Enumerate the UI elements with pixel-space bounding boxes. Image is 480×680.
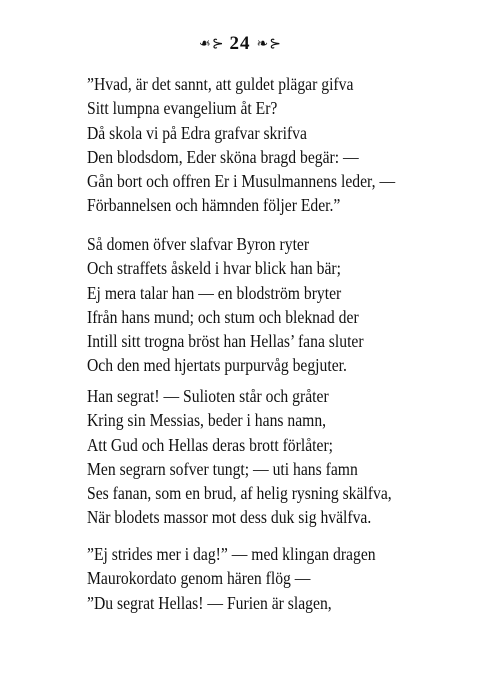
- verse-line: Ses fanan, som en brud, af helig rysning skälfva,: [87, 483, 392, 504]
- stanza-4: [87, 542, 408, 615]
- stanza-2: [87, 232, 394, 378]
- verse-line: ”Du segrat Hellas! — Furien är slagen,: [87, 592, 332, 613]
- verse-line: När blodets massor mot dess duk sig hvälfva.: [87, 507, 372, 528]
- verse-line: Och straffets åskeld i hvar blick han bär;: [87, 258, 341, 279]
- verse-line: Sitt lumpna evangelium åt Er?: [87, 98, 278, 119]
- verse-line: Ej mera talar han — en blodström bryter: [87, 282, 342, 303]
- verse-line: Att Gud och Hellas deras brott förlåter;: [87, 434, 334, 455]
- verse-line: Då skola vi på Edra grafvar skrifva: [87, 122, 307, 143]
- verse-line: Och den med hjertats purpurvåg begjuter.: [87, 355, 347, 376]
- verse-line: Gån bort och offren Er i Musulmannens leder, —: [87, 171, 396, 192]
- page-number: 24: [229, 33, 251, 54]
- verse-line: Han segrat! — Sulioten står och gråter: [87, 386, 329, 406]
- verse-line: Förbannelsen och hämnden följer Eder.”: [87, 195, 341, 216]
- left-ornament-icon: ⊰❧: [198, 37, 224, 53]
- right-ornament-icon: ❧⊱: [256, 37, 282, 53]
- verse-line: Ifrån hans mund; och stum och bleknad der: [87, 306, 359, 327]
- stanza-1: [87, 72, 429, 218]
- verse-line: Men segrarn sofver tungt; — uti hans famn: [87, 458, 358, 479]
- verse-line: ”Hvad, är det sannt, att guldet plägar gifva: [87, 74, 354, 94]
- verse-line: Den blodsdom, Eder sköna bragd begär: —: [87, 146, 359, 167]
- verse-line: Intill sitt trogna bröst han Hellas’ fana sluter: [87, 331, 364, 352]
- stanza-3: [87, 384, 426, 530]
- verse-line: Maurokordato genom hären flög —: [87, 568, 311, 589]
- verse-line: Så domen öfver slafvar Byron ryter: [87, 234, 310, 254]
- verse-line: ”Ej strides mer i dag!” — med klingan dragen: [87, 544, 376, 564]
- verse-line: Kring sin Messias, beder i hans namn,: [87, 410, 327, 431]
- page-header: [0, 33, 480, 55]
